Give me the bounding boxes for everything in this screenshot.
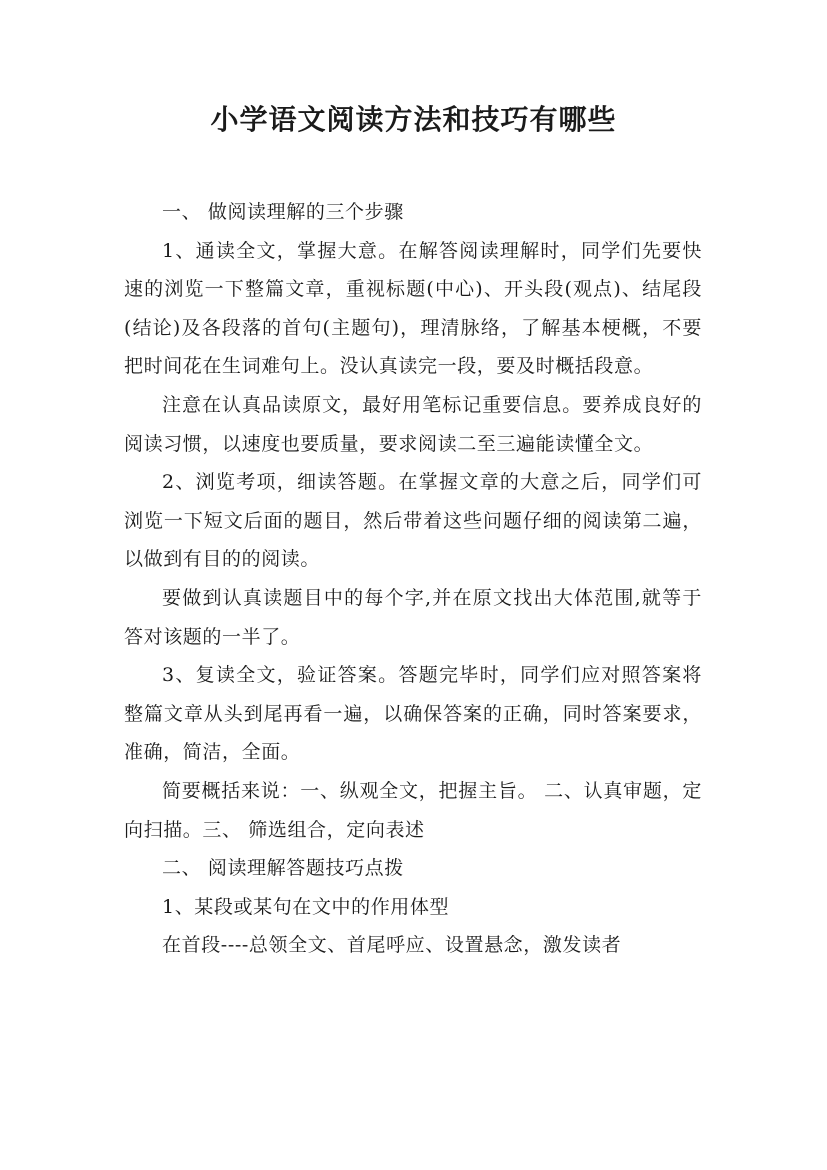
document-title: 小学语文阅读方法和技巧有哪些 bbox=[210, 103, 617, 136]
subsection-heading: 1、某段或某句在文中的作用体型 bbox=[162, 895, 450, 918]
document-body bbox=[124, 193, 702, 965]
paragraph: 注意在认真品读原文，最好用笔标记重要信息。要养成良好的阅读习惯，以速度也要质量，要求阅读二至三遍能读懂全文。 bbox=[124, 393, 702, 455]
paragraph: 简要概括来说：一、纵观全文，把握主旨。 二、认真审题，定向扫描。三、 筛选组合，定向表述 bbox=[124, 779, 702, 841]
paragraph: 在首段----总领全文、首尾呼应、设置悬念，激发读者 bbox=[162, 934, 622, 957]
section-heading: 二、 阅读理解答题技巧点拨 bbox=[162, 857, 404, 880]
paragraph: 3、复读全文，验证答案。答题完毕时，同学们应对照答案将整篇文章从头到尾再看一遍，以确保答案的正确，同时答案要求，准确，简洁，全面。 bbox=[124, 664, 702, 764]
section-heading: 一、 做阅读理解的三个步骤 bbox=[162, 201, 404, 223]
paragraph: 1、通读全文，掌握大意。在解答阅读理解时，同学们先要快速的浏览一下整篇文章，重视标题(中心)、开头段(观点)、结尾段(结论)及各段落的首句(主题句)，理清脉络，了解基本梗概，不要把时间花在生词难句上。没认真读完一段，要及时概括段意。 bbox=[124, 239, 702, 378]
paragraph: 2、浏览考项，细读答题。在掌握文章的大意之后，同学们可浏览一下短文后面的题目，然后带着这些问题仔细的阅读第二遍，以做到有目的的阅读。 bbox=[124, 471, 702, 571]
paragraph: 要做到认真读题目中的每个字,并在原文找出大体范围,就等于答对该题的一半了。 bbox=[124, 586, 702, 648]
